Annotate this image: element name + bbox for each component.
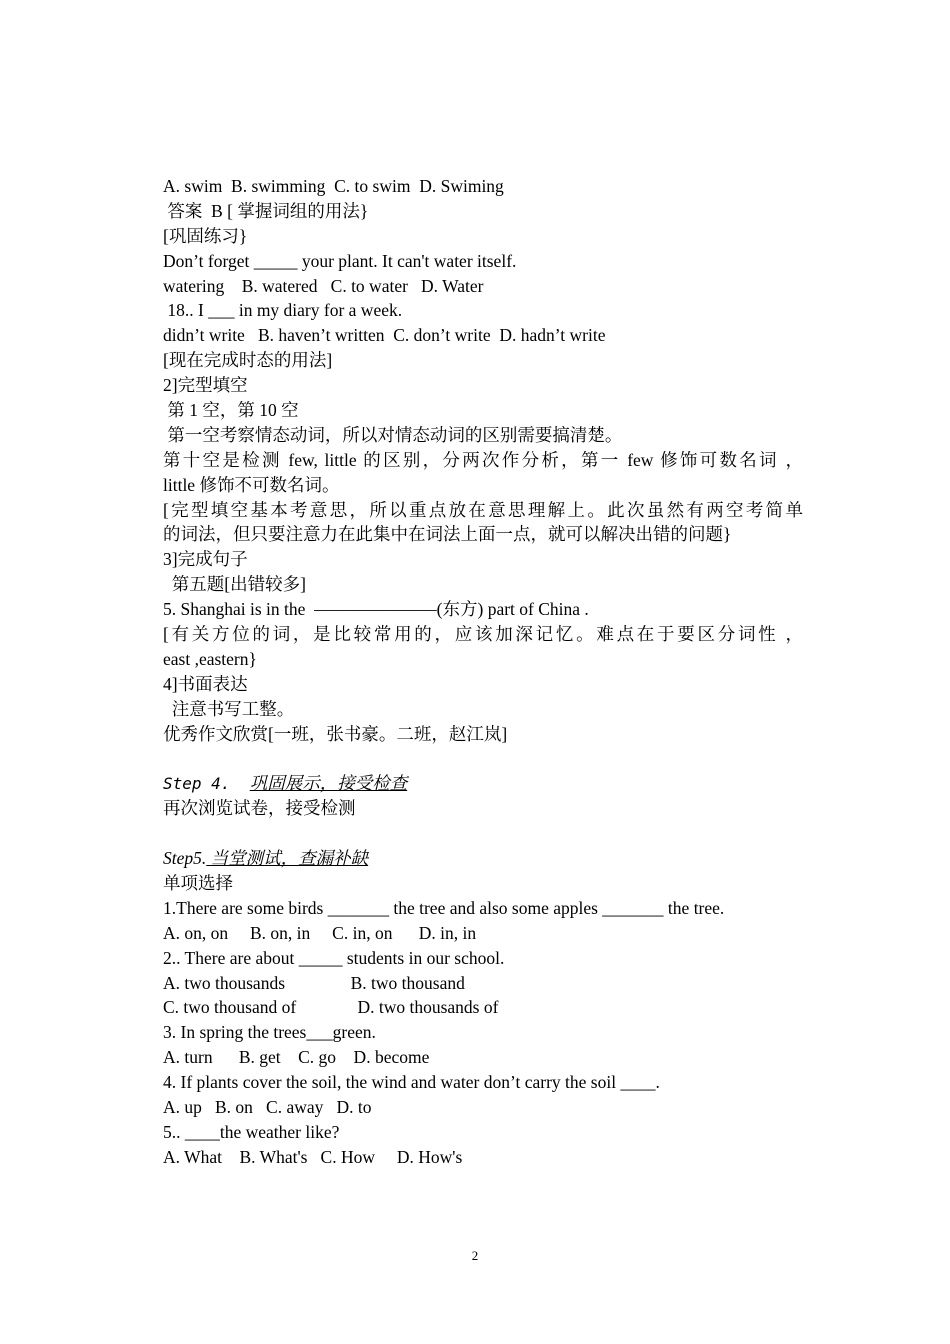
text-line: 2]完型填空 xyxy=(163,375,248,396)
text-line: 5. Shanghai is in the ———————(东方) part of China . xyxy=(163,599,589,620)
question-line: A. turn B. get C. go D. become xyxy=(163,1047,430,1068)
text-line: [完型填空基本考意思，所以重点放在意思理解上。此次虽然有两空考简单 xyxy=(163,499,803,520)
text-line: 4]书面表达 xyxy=(163,673,248,694)
text-line: 注意书写工整。 xyxy=(163,698,295,719)
step4-title: 巩固展示，接受检查 xyxy=(249,773,408,794)
text-line: east ,eastern} xyxy=(163,648,257,669)
question-line: 2.. There are about _____ students in our school. xyxy=(163,947,505,968)
blank-line xyxy=(163,746,803,771)
question-line: A. two thousands B. two thousand xyxy=(163,972,465,993)
page-number: 2 xyxy=(471,1248,479,1263)
text-line: [现在完成时态的用法] xyxy=(163,350,333,371)
question-line: 4. If plants cover the soil, the wind and water don’t carry the soil ____. xyxy=(163,1072,660,1093)
question-line: 1.There are some birds _______ the tree and also some apples _______ the tree. xyxy=(163,897,725,918)
step5-section: 单项选择 xyxy=(163,872,233,893)
text-line: little 修饰不可数名词。 xyxy=(163,474,340,495)
step4-prefix: Step 4. xyxy=(163,774,250,794)
text-line: watering B. watered C. to water D. Water xyxy=(163,275,484,296)
step5-prefix: Step5. xyxy=(163,848,207,869)
question-line: C. two thousand of D. two thousands of xyxy=(163,997,499,1018)
question-line: 5.. ____the weather like? xyxy=(163,1121,340,1142)
text-line: 第一空考察情态动词，所以对情态动词的区别需要搞清楚。 xyxy=(163,424,623,445)
step5-heading xyxy=(163,846,803,871)
text-line: [有关方位的词，是比较常用的，应该加深记忆。难点在于要区分词性 ， xyxy=(163,624,803,645)
text-line: 18.. I ___ in my diary for a week. xyxy=(163,300,403,321)
text-line: 优秀作文欣赏[一班，张书豪。二班，赵江岚] xyxy=(163,723,508,744)
question-line: 3. In spring the trees___green. xyxy=(163,1022,376,1043)
question-line: A. on, on B. on, in C. in, on D. in, in xyxy=(163,922,477,943)
text-line: 的词法，但只要注意力在此集中在词法上面一点，就可以解决出错的问题} xyxy=(163,524,732,545)
blank-line xyxy=(163,821,803,846)
text-line: 第 1 空，第 10 空 xyxy=(163,400,299,421)
text-line: 第五题[出错较多] xyxy=(163,574,306,595)
text-line: Don’t forget _____ your plant. It can't water itself. xyxy=(163,250,517,271)
step4-body: 再次浏览试卷，接受检测 xyxy=(163,798,356,819)
text-line: A. swim B. swimming C. to swim D. Swiming xyxy=(163,176,504,196)
page-content xyxy=(163,174,803,1170)
text-line: didn’t write B. haven’t written C. don’t write D. hadn’t write xyxy=(163,325,606,346)
step4-heading xyxy=(163,771,803,796)
step5-title: 当堂测试，查漏补缺 xyxy=(206,848,369,869)
text-line: 第十空是检测 few, little 的区别，分两次作分析，第一 few 修饰可数名词 ， xyxy=(163,449,803,470)
question-line: A. What B. What's C. How D. How's xyxy=(163,1146,463,1167)
text-line: 3]完成句子 xyxy=(163,549,248,570)
text-line: 答案 B [ 掌握词组的用法} xyxy=(163,200,369,221)
text-line: [巩固练习} xyxy=(163,225,248,246)
question-line: A. up B. on C. away D. to xyxy=(163,1096,372,1117)
